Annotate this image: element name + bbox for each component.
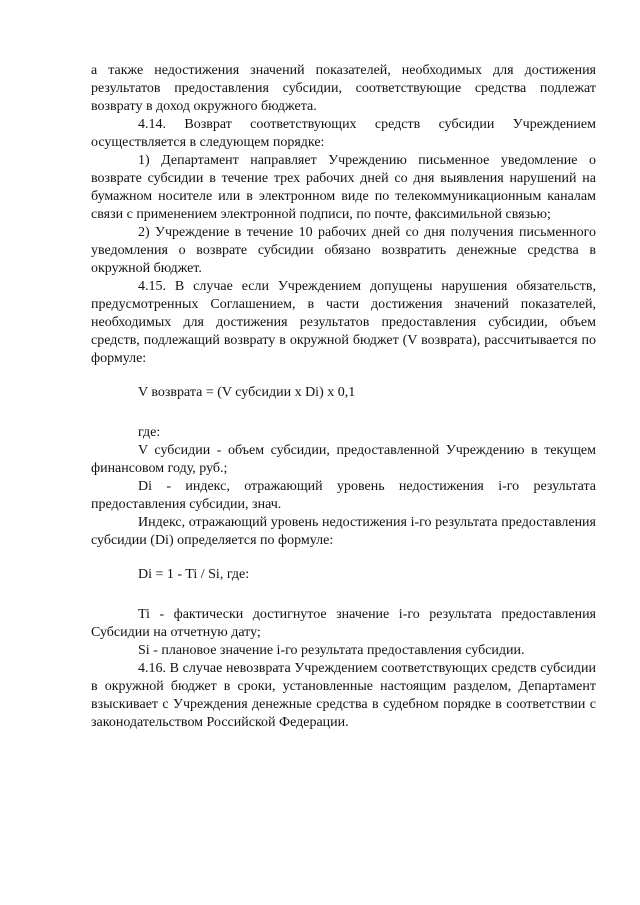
definition-di: Di - индекс, отражающий уровень недостижения i-го результата предоставления субсидии, знач. bbox=[91, 479, 596, 512]
document-body bbox=[91, 62, 596, 732]
definition-v-subsidii: V субсидии - объем субсидии, предоставленной Учреждению в текущем финансовом году, руб.; bbox=[91, 443, 596, 476]
formula-di: Di = 1 - Ti / Si, где: bbox=[138, 567, 250, 582]
paragraph-4-14: 4.14. Возврат соответствующих средств субсидии Учреждением осуществляется в следующем порядке: bbox=[91, 117, 596, 150]
paragraph-continuation: а также недостижения значений показателей, необходимых для достижения результатов предоставления субсидии, соответствующие средства подлежат возврату в доход окружного бюджета. bbox=[91, 63, 596, 114]
paragraph-where: где: bbox=[138, 425, 161, 440]
definition-si: Si - плановое значение i-го результата предоставления субсидии. bbox=[138, 643, 525, 658]
paragraph-4-16: 4.16. В случае невозврата Учреждением соответствующих средств субсидии в окружной бюджет в сроки, установленные настоящим разделом, Департамент взыскивает с Учреждения денежные средства в судебном порядке в соответствии с законодательством Российской Федерации. bbox=[91, 661, 596, 730]
paragraph-item-1: 1) Департамент направляет Учреждению письменное уведомление о возврате субсидии в течение трех рабочих дней со дня выявления нарушений на бумажном носителе или в электронном виде по телекоммуникационным каналам связи с применением электронной подписи, по почте, факсимильной связью; bbox=[91, 153, 596, 222]
paragraph-4-15: 4.15. В случае если Учреждением допущены нарушения обязательств, предусмотренных Соглашением, в части достижения значений показателей, необходимых для достижения результатов предоставления субсидии, объем средств, подлежащий возврату в окружной бюджет (V возврата), рассчитывается по формуле: bbox=[91, 279, 596, 366]
formula-v-vozvrata: V возврата = (V субсидии x Di) x 0,1 bbox=[138, 385, 356, 400]
paragraph-index: Индекс, отражающий уровень недостижения i-го результата предоставления субсидии (Di) определяется по формуле: bbox=[91, 515, 596, 548]
definition-ti: Ti - фактически достигнутое значение i-го результата предоставления Субсидии на отчетную дату; bbox=[91, 607, 596, 640]
paragraph-item-2: 2) Учреждение в течение 10 рабочих дней со дня получения письменного уведомления о возврате субсидии обязано возвратить денежные средства в окружной бюджет. bbox=[91, 225, 596, 276]
